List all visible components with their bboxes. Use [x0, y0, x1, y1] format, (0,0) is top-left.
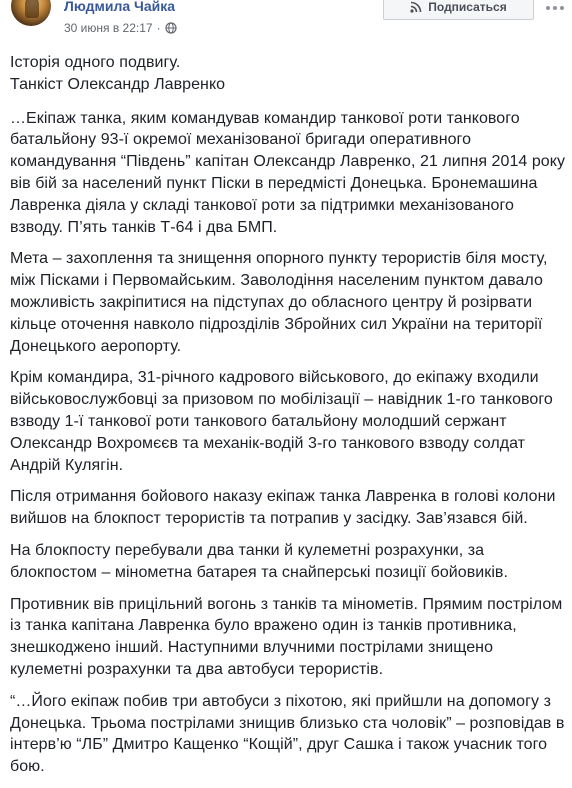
- post-date[interactable]: 30 июня в 22:17: [64, 21, 153, 35]
- paragraph-6: Противник вів прицільний вогонь з танків та мінометів. Прямим пострілом із танка капітана Лавренка було вражено один із танків противника, знешкоджено інший. Наступними влучними пострілами знищено кулеметні розрахунки та два автобуси терористів.: [10, 595, 563, 678]
- post-header: [0, 0, 572, 50]
- paragraph-2: Мета – захоплення та знищення опорного пункту терористів біля мосту, між Пісками і Первомайським. Заволодіння населеним пунктом давало можливість закріпитися на підступах до обласного центру й розірвати кільце оточення навколо підрозділів Збройних сил України на території Донецького аеропорту.: [10, 250, 548, 355]
- paragraph-5: На блокпосту перебували два танки й кулеметні розрахунки, за блокпостом – мінометна батарея та снайперські позиції бойовиків.: [10, 541, 508, 581]
- paragraph-3: Крім командира, 31-річного кадрового військового, до екіпажу входили військовослужбовці за призовом по мобілізації – навідник 1-го танкового взводу 1-ї танкової роти танкового батальйону молодший сержант Олександр Вохромєєв та механік-водій 3-го танкового взводу солдат Андрій Кулягін.: [10, 369, 553, 474]
- paragraph-7: “…Його екіпаж побив три автобуси з піхотою, які прийшли на допомогу з Донецька. Трьома пострілами знищив близько ста чоловік” – розповідав в інтерв’ю “ЛБ” Дмитро Кащенко “Кощій”, друг Сашка і також учасник того бою.: [10, 692, 565, 776]
- author-avatar[interactable]: [11, 0, 51, 26]
- rss-icon: [410, 1, 422, 13]
- more-options-icon[interactable]: [544, 0, 566, 18]
- avatar-figure: [25, 0, 39, 18]
- subscribe-button[interactable]: [383, 0, 534, 20]
- title-line-1: Історія одного подвигу.: [10, 54, 181, 71]
- meta-separator: ·: [156, 21, 161, 35]
- title-line-2: Танкіст Олександр Лавренко: [10, 75, 226, 93]
- post-meta: [64, 20, 177, 36]
- post-body: [10, 52, 566, 788]
- paragraph-4: Після отримання бойового наказу екіпаж танка Лавренка в голові колони вийшов на блокпост терористів та потрапив у засідку. Зав’язався бій.: [10, 488, 556, 528]
- subscribe-label: Подписаться: [428, 0, 507, 14]
- paragraph-1: …Екіпаж танка, яким командував командир танкової роти танкового батальйону 93-ї окремої механізованої бригади оперативного командування “Південь” капітан Олександр Лавренко, 21 липня 2014 року вів бій за населений пункт Піски в передмісті Донецька. Бронемашина Лавренка діяла у складі танкової роти за підтримки механізованого взводу. П’ять танків Т-64 і два БМП.: [10, 109, 566, 236]
- globe-icon[interactable]: [165, 22, 177, 34]
- post-title: [10, 52, 566, 96]
- author-name[interactable]: Людмила Чайка: [64, 0, 176, 14]
